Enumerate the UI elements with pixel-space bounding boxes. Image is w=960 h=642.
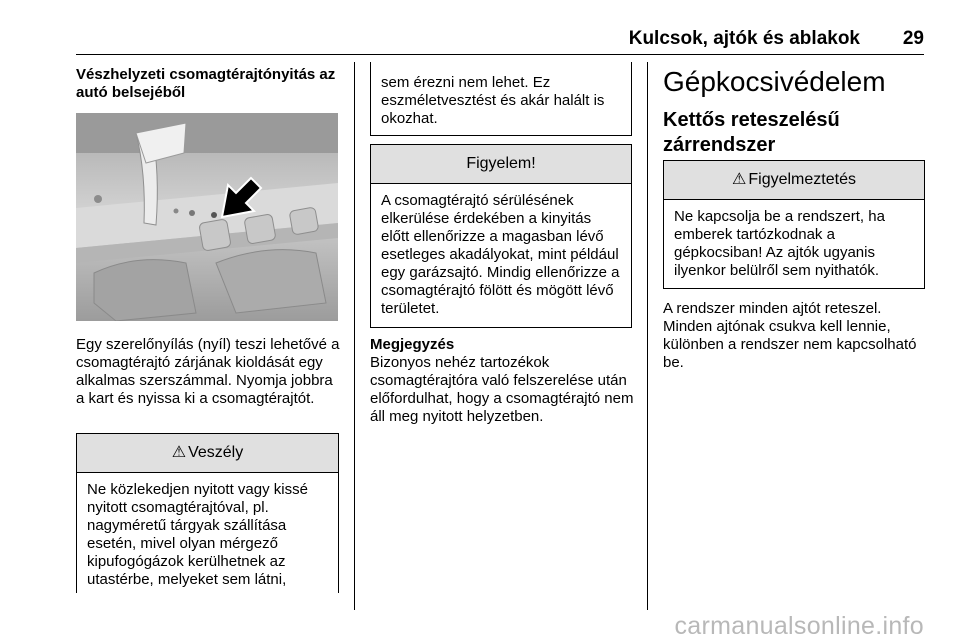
running-header-title: Kulcsok, ajtók és ablakok [628, 28, 860, 49]
warning-box [663, 160, 925, 289]
page-number: 29 [902, 28, 924, 49]
column-divider-1 [354, 62, 355, 610]
double-lock-paragraph-wrap [663, 300, 933, 372]
column-divider-2 [647, 62, 648, 610]
warning-triangle-icon: ⚠ [171, 444, 187, 461]
double-lock-paragraph: A rendszer minden ajtót reteszel. Minden ajtónak csukva kell lennie, különben a rendszer nem kapcsolható be. [663, 300, 917, 371]
column-3 [663, 66, 933, 158]
caution-box [370, 144, 632, 328]
column-1 [76, 66, 340, 102]
caution-box-title: Figyelem! [371, 145, 631, 184]
subsection-title-double-lock: Kettős reteszelésű zárrendszer [663, 109, 840, 156]
warning-box-header [664, 161, 924, 200]
warning-triangle-icon: ⚠ [732, 171, 747, 188]
header-rule [76, 54, 924, 55]
watermark: carmanualsonline.info [674, 612, 924, 640]
section-title-vehicle-security: Gépkocsivédelem [663, 66, 886, 97]
note-text: Bizonyos nehéz tartozékok csomagtérajtóra való felszerelése után előfordulhat, hogy a csomagtérajtó nem áll meg nyitott helyzetben. [370, 354, 634, 425]
danger-box-text: Ne közlekedjen nyitott vagy kissé nyitott csomagtérajtóval, pl. nagyméretű tárgyak szállítása esetén, mivel olyan mérgező kipufogógázok kerülhetnek az utastérbe, melyeket sem látni, [87, 481, 308, 588]
note-heading: Megjegyzés [370, 336, 455, 353]
danger-box-title: Veszély [188, 444, 244, 461]
trunk-interior-photo [76, 113, 338, 321]
caution-box-text: A csomagtérajtó sérülésének elkerülése érdekében a kinyitás előtt ellenőrizze a magasban lévő esetleges akadályokat, mint például egy garázsajtó. Mindig ellenőrizze a csomagtérajtó fölött és mögött lévő területet. [381, 192, 620, 317]
warning-box-title: Figyelmeztetés [748, 171, 856, 188]
danger-box [76, 433, 339, 593]
warning-box-text: Ne kapcsolja be a rendszert, ha emberek tartózkodnak a gépkocsiban! Az ajtók ugyanis ilyenkor belülről sem nyithatók. [674, 208, 885, 279]
note-section [370, 336, 634, 426]
section-heading-emergency-opening: Vészhelyzeti csomagtérajtónyitás az autó belsejéből [76, 66, 336, 101]
danger-box-header [77, 434, 338, 473]
column-1-body [76, 336, 340, 408]
danger-box-continued [370, 62, 632, 136]
danger-box-continued-text: sem érezni nem lehet. Ez eszméletvesztést és akár halált is okozhat. [381, 74, 605, 127]
emergency-opening-paragraph: Egy szerelőnyílás (nyíl) teszi lehetővé a csomagtérajtó zárjának kioldását egy alkalmas szerszámmal. Nyomja jobbra a kart és nyissa ki a csomagtérajtót. [76, 336, 340, 407]
